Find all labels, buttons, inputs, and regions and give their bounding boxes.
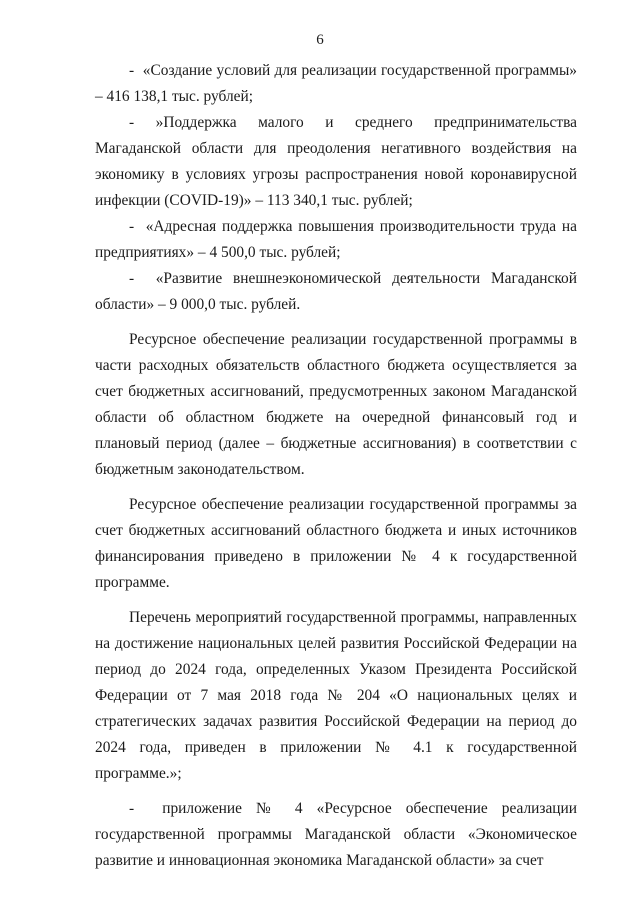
list-item-program-conditions: - «Создание условий для реализации государственной программы» – 416 138,1 тыс. рублей; — [95, 62, 577, 105]
page-number: 6 — [316, 32, 324, 48]
paragraph-national-goals: Перечень мероприятий государственной программы, направленных на достижение национальных целей развития Российской Федерации на период до 2024 года, определенных Указом Президента Российской Федерации от 7 мая 2018 года № 204 «О национальных целях и стратегических задачах развития Российской Федерации на период до 2024 года, приведен в приложении № 4.1 к государственной программе.»; — [95, 609, 577, 782]
list-item-productivity-support: - «Адресная поддержка повышения производительности труда на предприятиях» – 4 500,0 тыс. рублей; — [95, 218, 577, 261]
list-item-business-support: - »Поддержка малого и среднего предпринимательства Магаданской области для преодоления негативного воздействия на экономику в условиях угрозы распространения новой коронавирусной инфекции (COVID-19)» – 113 340,1 тыс. рублей; — [95, 114, 577, 209]
document-body — [95, 58, 577, 874]
paragraph-funding-sources: Ресурсное обеспечение реализации государственной программы за счет бюджетных ассигнований областного бюджета и иных источников финансирования приведено в приложении № 4 к государственной программе. — [95, 496, 577, 591]
list-item-appendix-4: - приложение № 4 «Ресурсное обеспечение реализации государственной программы Магаданской области «Экономическое развитие и инновационная экономика Магаданской области» за счет — [95, 800, 577, 869]
list-item-foreign-trade: - «Развитие внешнеэкономической деятельности Магаданской области» – 9 000,0 тыс. рублей. — [95, 270, 577, 313]
paragraph-resource-provision: Ресурсное обеспечение реализации государственной программы в части расходных обязательств областного бюджета осуществляется за счет бюджетных ассигнований, предусмотренных законом Магаданской области об областном бюджете на очередной финансовый год и плановый период (далее – бюджетные ассигнования) в соответствии с бюджетным законодательством. — [95, 331, 577, 478]
